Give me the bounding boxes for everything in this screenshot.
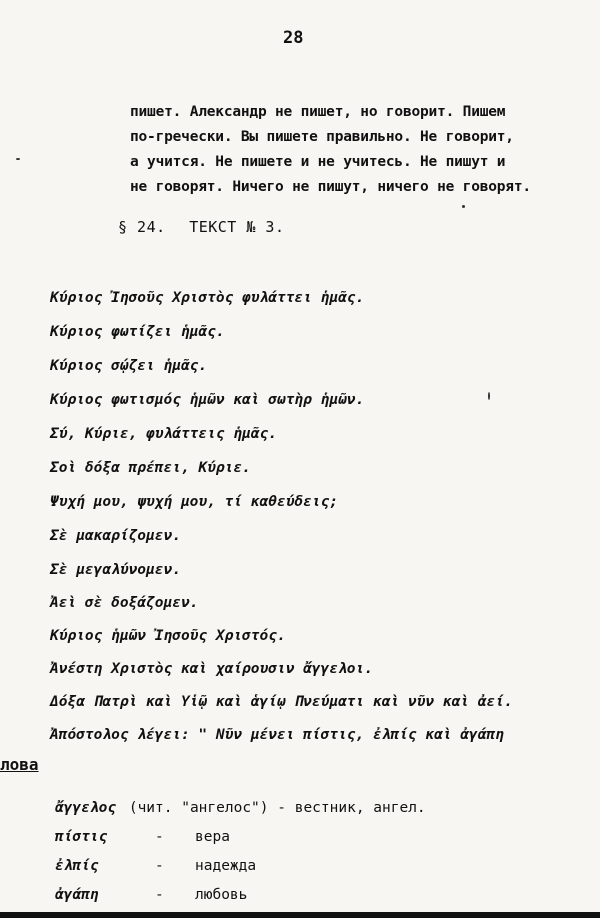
vocab-meaning: любовь [195,887,248,903]
vocab-entry [55,829,426,858]
vocabulary-heading: лова [0,755,39,774]
vocab-meaning: вера [195,829,230,845]
scan-speck [16,158,20,160]
greek-line: Ἀεὶ σὲ δοξάζομεν. [50,595,199,611]
greek-line: Κύριος ἡμῶν Ἰησοῦς Χριστός. [50,628,286,644]
greek-line: Δόξα Πατρὶ καὶ Υἱῷ καὶ ἁγίῳ Πνεύματι καὶ νῦν καὶ ἀεί. [50,694,513,710]
russian-paragraph [130,100,598,200]
vocab-word: ἀγάπη [55,887,99,903]
greek-line: Σοὶ δόξα πρέπει, Κύριε. [50,460,251,476]
vocab-word: πίστις [55,829,108,845]
paragraph-line: не говорят. Ничего не пишут, ничего не говорят. [130,179,531,195]
bottom-border [0,912,600,918]
vocab-entry [55,858,426,887]
greek-text [50,290,595,760]
vocab-meaning: надежда [195,858,257,874]
greek-line: Κύριος φωτισμός ἡμῶν καὶ σωτὴρ ἡμῶν. [50,392,365,408]
vocab-dash: - [155,887,164,903]
section-title: ТЕКСТ № 3. [189,218,285,236]
greek-line: Κύριος φωτίζει ἡμᾶς. [50,324,225,340]
greek-line: Ψυχή μου, ψυχή μου, τί καθεύδεις; [50,494,339,510]
greek-line: Κύριος σῴζει ἡμᾶς. [50,358,208,374]
paragraph-line: а учится. Не пишете и не учитесь. Не пишут и [130,154,506,170]
vocab-definition: (чит. "ангелос") - вестник, ангел. [128,800,426,816]
greek-line: Σύ, Κύριε, φυλάττεις ἡμᾶς. [50,426,277,442]
greek-line: Κύριος Ἰησοῦς Χριστὸς φυλάττει ἡμᾶς. [50,290,365,306]
vocab-entry [55,800,426,829]
greek-line: Σὲ μεγαλύνομεν. [50,562,181,578]
section-number: § 24. [118,218,166,236]
greek-line: Ἀπόστολος λέγει: " Νῦν μένει πίστις, ἐλπίς καὶ ἀγάπη [50,727,504,743]
vocab-word: ἐλπίς [55,858,99,874]
vocab-dash: - [155,829,164,845]
greek-line: Ἀνέστη Χριστὸς καὶ χαίρουσιν ἄγγελοι. [50,661,374,677]
scan-speck [462,205,465,208]
section-heading [118,218,299,236]
scan-speck [488,392,490,400]
page-number: 28 [283,28,304,48]
vocabulary-list [55,800,426,916]
greek-line: Σὲ μακαρίζομεν. [50,528,181,544]
paragraph-line: по-гречески. Вы пишете правильно. Не говорит, [130,129,514,145]
paragraph-line: пишет. Александр не пишет, но говорит. Пишем [130,104,506,120]
vocab-dash: - [155,858,164,874]
vocab-word: ἄγγελος [55,800,117,816]
